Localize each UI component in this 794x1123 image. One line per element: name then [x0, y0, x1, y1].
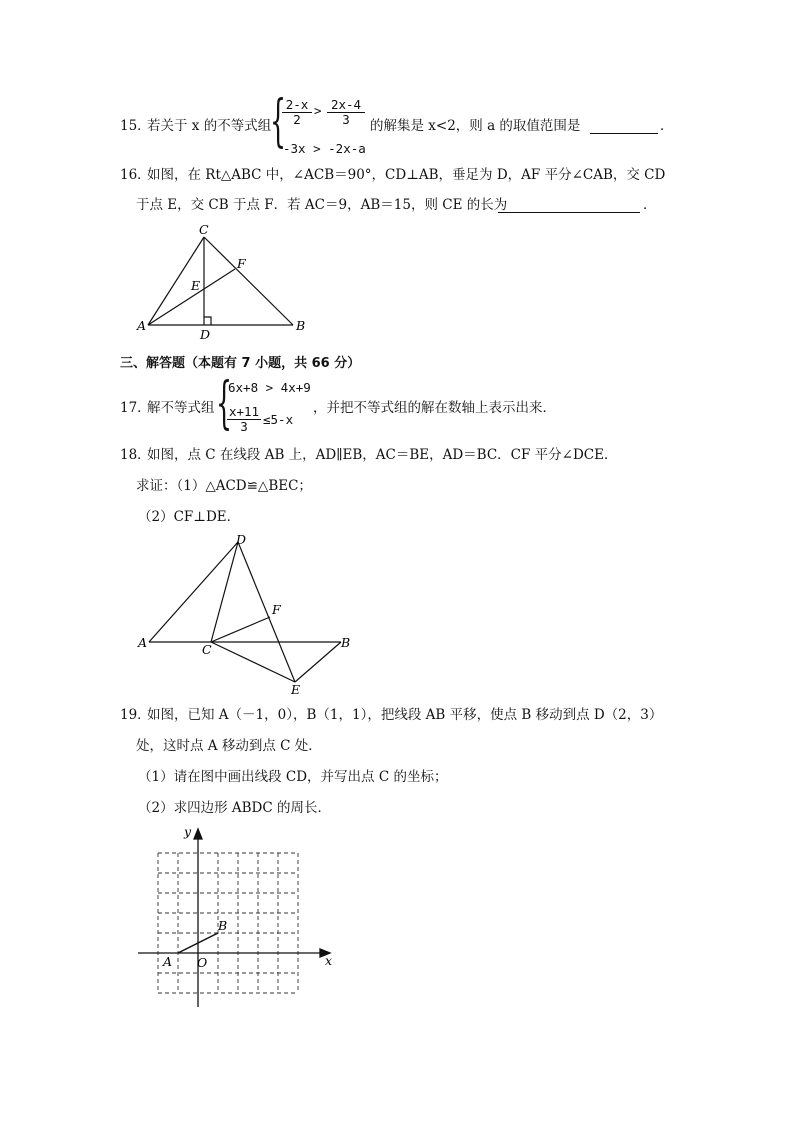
q16-label-B: B [296, 318, 306, 333]
q15-ineq2: -3x > -2x-a [283, 141, 366, 156]
q15-answer-blank [590, 119, 658, 134]
section-3-title: 三、解答题（本题有 7 小题，共 66 分） [120, 356, 361, 371]
q15-frac-right-den: 3 [342, 112, 350, 127]
q16-label-A: A [137, 318, 147, 333]
q18-segment-DE [238, 542, 295, 682]
q15-number: 15． [120, 118, 151, 134]
q19-label-O: O [197, 955, 208, 970]
q16-right-angle-mark [204, 317, 211, 325]
q19-y-axis-arrow [194, 829, 202, 839]
q18-label-D: D [236, 532, 247, 547]
q16-line2: 于点 E，交 CB 于点 F．若 AC＝9，AB＝15，则 CE 的长为 [136, 197, 508, 213]
q15-frac-left-den: 2 [293, 112, 301, 127]
q16-label-F: F [237, 256, 246, 271]
q19-coordinate-grid [130, 822, 350, 1012]
q18-line1: 如图，点 C 在线段 AB 上，AD∥EB，AC＝BE，AD＝BC．CF 平分∠DCE． [147, 447, 618, 463]
q15-suffix: 的解集是 x<2，则 a 的取值范围是 [370, 118, 581, 134]
q19-dashed-grid [158, 853, 298, 993]
q15-prefix: 若关于 x 的不等式组 [147, 118, 272, 134]
q19-label-y: y [184, 824, 192, 839]
q18-label-C: C [202, 642, 212, 657]
q19-line1: 如图，已知 A（－1，0），B（1，1），把线段 AB 平移，使点 B 移动到点 D（2，3） [147, 707, 663, 723]
q17-suffix: ，并把不等式组的解在数轴上表示出来． [313, 400, 556, 416]
q17-frac [227, 405, 261, 434]
q18-segment-BE [295, 642, 341, 682]
q15-frac-left [282, 98, 312, 127]
q18-figure [130, 530, 360, 700]
q15-brace: { [270, 89, 287, 154]
q18-label-F: F [272, 602, 281, 617]
q17-prefix: 解不等式组 [147, 400, 215, 416]
q18-number: 18． [120, 447, 151, 463]
q17-frac-den: 3 [240, 419, 248, 434]
q19-label-A: A [163, 954, 173, 969]
q16-line1: 如图，在 Rt△ABC 中，∠ACB＝90°，CD⊥AB，垂足为 D，AF 平分∠CAB，交 CD [147, 167, 666, 183]
q16-label-C: C [199, 222, 209, 237]
q15-end: ． [660, 118, 674, 134]
q17-ineq1: 6x+8 > 4x+9 [228, 380, 311, 395]
q19-line2: 处，这时点 A 移动到点 C 处． [136, 738, 322, 754]
q18-line2: 求证：（1）△ACD≌△BEC； [136, 478, 312, 494]
q19-line4: （2）求四边形 ABDC 的周长． [138, 800, 331, 816]
q19-line3: （1）请在图中画出线段 CD，并写出点 C 的坐标； [138, 769, 448, 785]
q15-frac-left-num: 2-x [282, 98, 312, 113]
q19-label-x: x [325, 953, 333, 968]
q18-label-E: E [291, 682, 301, 697]
q15-ineq1-op: > [314, 103, 322, 118]
q18-segment-CE [211, 642, 295, 682]
q17-brace: { [216, 371, 233, 436]
q15-frac-right-num: 2x-4 [327, 98, 365, 113]
q15-frac-right [327, 98, 365, 127]
q19-number: 19． [120, 707, 151, 723]
q16-label-E: E [191, 278, 201, 293]
q18-line3: （2）CF⊥DE． [138, 509, 241, 525]
q17-number: 17． [120, 400, 151, 416]
q16-label-D: D [200, 327, 211, 342]
q16-end: ． [643, 197, 657, 213]
q18-label-A: A [138, 635, 148, 650]
q18-label-B: B [341, 635, 351, 650]
q18-segment-CF [211, 617, 270, 642]
q16-figure [130, 222, 320, 344]
q17-frac-num: x+11 [228, 404, 260, 419]
q19-label-B: B [218, 918, 228, 933]
q16-number: 16． [120, 167, 151, 183]
q17-ineq2-rest: ≤5-x [263, 412, 294, 427]
q16-answer-blank [498, 198, 640, 213]
